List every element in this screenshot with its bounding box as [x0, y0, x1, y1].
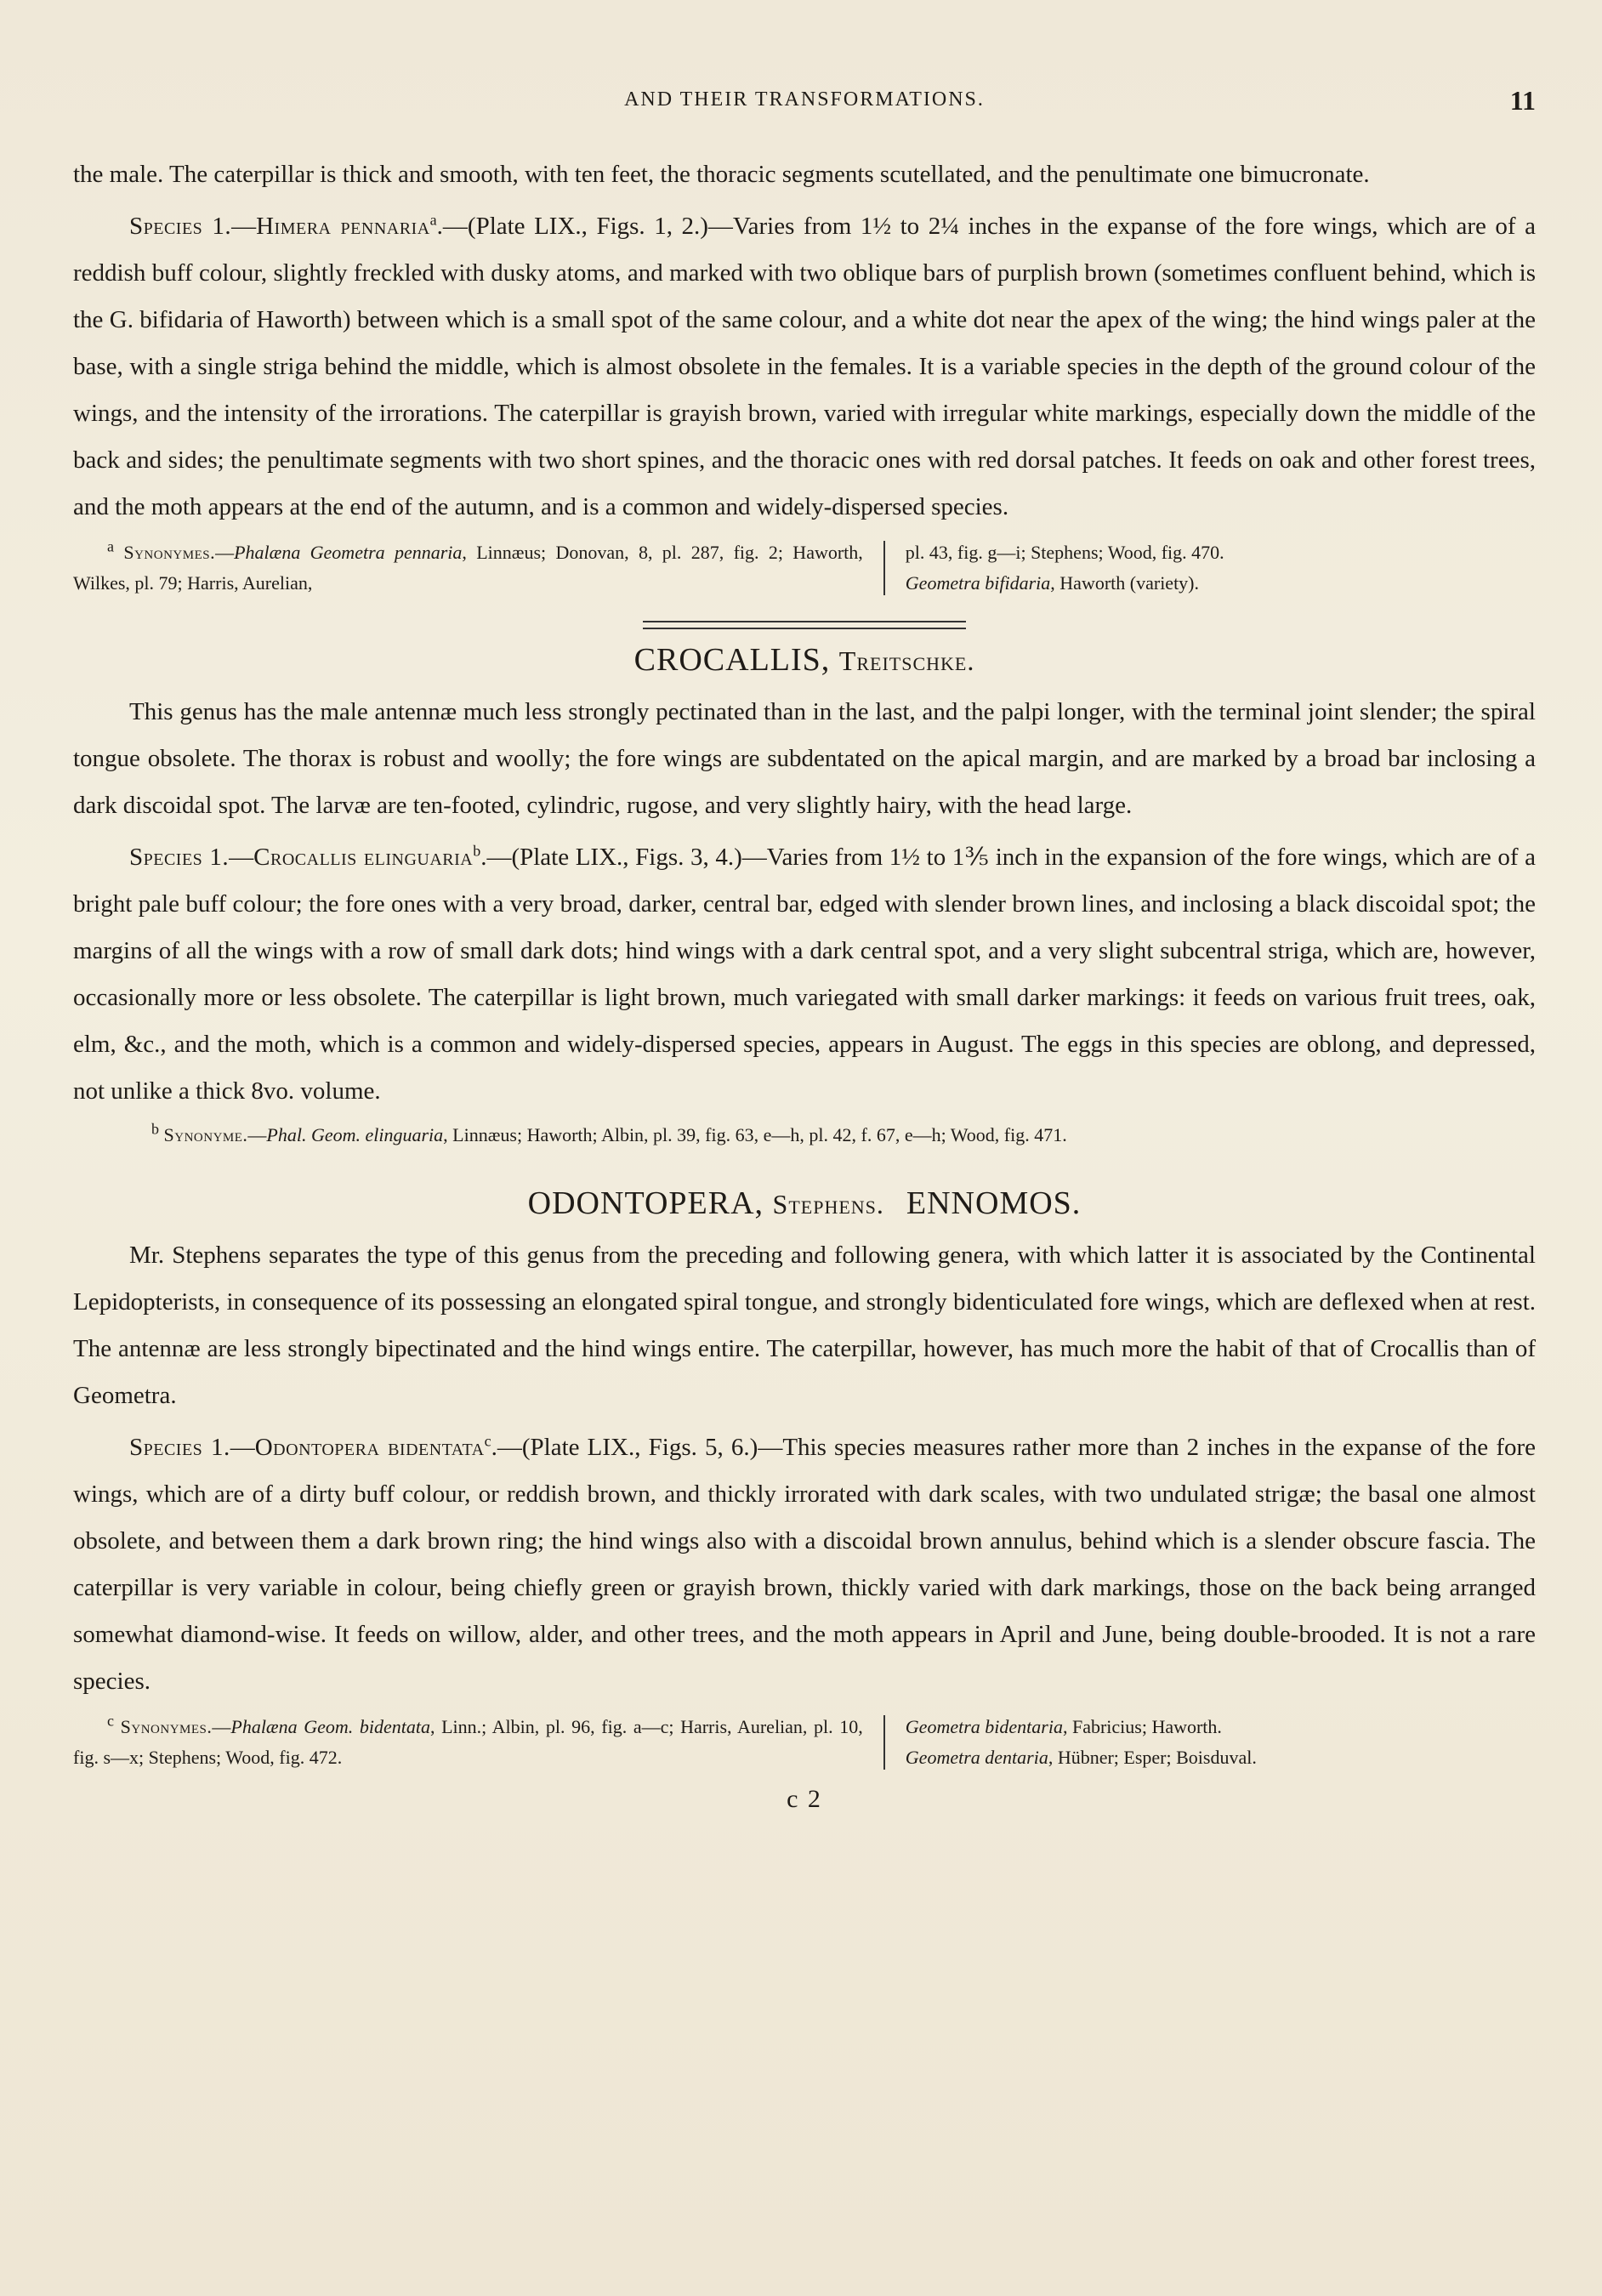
footnote-right-column: pl. 43, fig. g—i; Stephens; Wood, fig. 470. Geometra bifidaria, Haworth (variety). — [905, 542, 1224, 594]
footnote-right-column: Geometra bidentaria, Fabricius; Haworth. Geometra dentaria, Hübner; Esper; Boisduval. — [905, 1716, 1257, 1768]
footnote-divider — [883, 541, 885, 595]
footnote-divider — [883, 1715, 885, 1770]
footnote-b: $^b$ Synonyme.—Phal. Geom. elinguaria, Linnæus; Haworth; Albin, pl. 39, fig. 63, e—h, pl. 42, f. 67, e—h; Wood, fig. 471. — [151, 1120, 1067, 1145]
species-name: Himera pennaria — [256, 213, 430, 240]
footnote-left-column: $^a$ Synonymes.—Phalæna Geometra pennaria, Linnæus; Donovan, 8, pl. 287, fig. 2; Haworth, Wilkes, pl. 79; Harris, Aurelian, — [73, 537, 863, 594]
section-divider — [643, 621, 966, 629]
genus-intro-crocallis: This genus has the male antennæ much less strongly pectinated than in the last, and the palpi longer, with the terminal joint slender; the spiral tongue obsolete. The thorax is robust and woolly; the fore wings are subdentated on the apical margin, and are marked by a broad bar inclosing a dark discoidal spot. The larvæ are ten-footed, cylindric, rugose, and very slightly hairy, with the head large. — [73, 698, 1536, 819]
species-label: Species 1. — [129, 213, 232, 240]
genus-intro-odontopera: Mr. Stephens separates the type of this genus from the preceding and following genera, with which latter it is associated by the Continental Lepidopterists, in consequence of its possessing an elongated spiral tongue, and strongly bidenticulated fore wings, which are deflexed when at rest. The antennæ are less strongly bipectinated and the hind wings entire. The caterpillar, however, has much more the habit of that of Crocallis than of Geometra. — [73, 1242, 1536, 1409]
species-himera-pennaria: Species 1.—Himera pennaria$^a$.—(Plate LIX., Figs. 1, 2.)—Varies from 1½ to 2¼ inches in the expanse of the fore wings, which are of a reddish buff colour, slightly freckled with dusky atoms, and marked with two oblique bars of purplish brown (sometimes confluent behind, which is the G. bifidaria of Haworth) between which is a small spot of the same colour, and a white dot near the apex of the wing; the hind wings paler at the base, with a single striga behind the middle, which is almost obsolete in the females. It is a variable species in the depth of the ground colour of the wings, and the intensity of the irrorations. The caterpillar is grayish brown, varied with irregular white markings, especially down the middle of the back and sides; the penultimate segments with two short spines, and the thoracic ones with red dorsal patches. It feeds on oak and other forest trees, and the moth appears at the end of the autumn, and is a common and widely-dispersed species. — [73, 211, 1537, 520]
running-title: AND THEIR TRANSFORMATIONS. — [624, 88, 985, 111]
genus-heading-crocallis: CROCALLIS, Treitschke. — [633, 642, 975, 678]
species-description: .—(Plate LIX., Figs. 1, 2.)—Varies from 1½ to 2¼ inches in the expanse of the fore wings, which are of a reddish buff colour, slightly freckled with dusky atoms, and marked with two oblique bars of purplish brown (sometimes confluent behind, which is the G. bifidaria of Haworth) between which is a small spot of the same colour, and a white dot near the apex of the wing; the hind wings paler at the base, with a single striga behind the middle, which is almost obsolete in the females. It is a variable species in the depth of the ground colour of the wings, and the intensity of the irrorations. The caterpillar is grayish brown, varied with irregular white markings, especially down the middle of the back and sides; the penultimate segments with two short spines, and the thoracic ones with red dorsal patches. It feeds on oak and other forest trees, and the moth appears at the end of the autumn, and is a common and widely-dispersed species. — [73, 213, 1537, 520]
genus-heading-odontopera: ODONTOPERA, Stephens. ENNOMOS. — [527, 1185, 1082, 1221]
species-odontopera-bidentata: Species 1.—Odontopera bidentata$^c$.—(Plate LIX., Figs. 5, 6.)—This species measures rather more than 2 inches in the expanse of the fore wings, which are of a dirty buff colour, or reddish brown, and thickly irrorated with dark scales, with two undulated strigæ; the basal one almost obsolete, and between them a dark brown ring; the hind wings also with a discoidal brown annulus, behind which is a slender obscure fascia. The caterpillar is very variable in colour, being chiefly green or grayish brown, thickly varied with dark markings, those on the back being arranged somewhat diamond-wise. It feeds on willow, alder, and other trees, and the moth appears in April and June, being double-brooded. It is not a rare species. — [73, 1432, 1537, 1695]
footnote-a — [73, 537, 1536, 599]
running-header — [73, 85, 1536, 122]
footnote-left-column: $^c$ Synonymes.—Phalæna Geom. bidentata, Linn.; Albin, pl. 96, fig. a—c; Harris, Aurelian, pl. 10, fig. s—x; Stephens; Wood, fig. 472. — [73, 1712, 863, 1768]
page-number: 11 — [1509, 85, 1536, 116]
footnote-c — [73, 1712, 1536, 1773]
signature-mark: c 2 — [787, 1785, 822, 1813]
footnote-ref: a — [429, 211, 437, 229]
paragraph-continuation: the male. The caterpillar is thick and smooth, with ten feet, the thoracic segments scutellated, and the penultimate one bimucronate. — [73, 161, 1370, 188]
species-crocallis-elinguaria: Species 1.—Crocallis elinguaria$^b$.—(Plate LIX., Figs. 3, 4.)—Varies from 1½ to 1⅗ inch in the expansion of the fore wings, which are of a bright pale buff colour; the fore ones with a very broad, darker, central bar, edged with slender brown lines, and inclosing a black discoidal spot; the margins of all the wings with a row of small dark dots; hind wings with a dark central spot, and a very slight subcentral striga, which are, however, occasionally more or less obsolete. The caterpillar is light brown, much variegated with small darker markings: it feeds on various fruit trees, oak, elm, &c., and the moth, which is a common and widely-dispersed species, appears in August. The eggs in this species are oblong, and depressed, not unlike a thick 8vo. volume. — [73, 842, 1537, 1105]
page-body — [73, 151, 1536, 1814]
